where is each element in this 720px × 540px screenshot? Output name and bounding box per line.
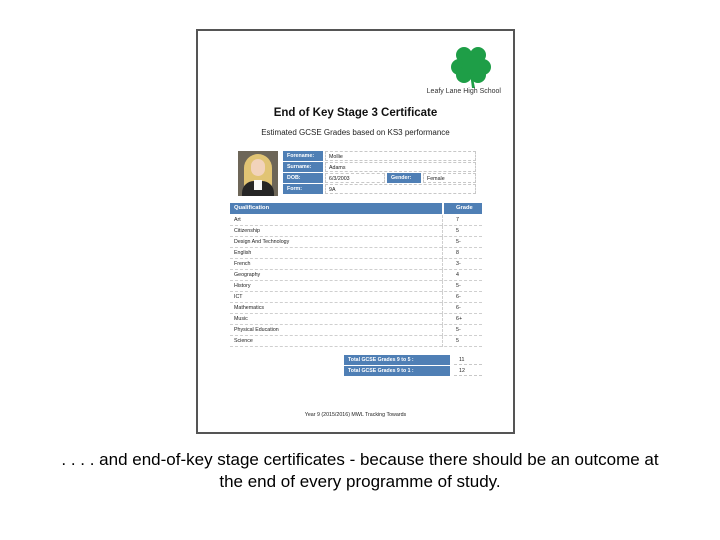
grades-table-header: [230, 203, 482, 214]
table-row: [230, 237, 482, 248]
subject-cell: Music: [234, 316, 248, 322]
grade-cell: 5-: [456, 239, 461, 245]
subject-cell: English: [234, 250, 252, 256]
total-value: 12: [454, 366, 482, 376]
subject-cell: ICT: [234, 294, 243, 300]
subject-cell: Mathematics: [234, 305, 265, 311]
subject-cell: Design And Technology: [234, 239, 290, 245]
grade-cell: 6+: [456, 316, 463, 322]
subject-cell: Art: [234, 217, 241, 223]
certificate-footer: Year 9 (2015/2016) MWL Tracking Towards: [304, 412, 407, 418]
total-label: Total GCSE Grades 9 to 5 :: [344, 355, 450, 365]
form-value: 9A: [325, 184, 476, 194]
grade-cell: 7: [456, 217, 459, 223]
table-row: [230, 314, 482, 325]
table-row: [230, 303, 482, 314]
forename-value: Mollie: [325, 151, 476, 161]
grade-cell: 6-: [456, 294, 461, 300]
grade-cell: 5-: [456, 327, 461, 333]
qualification-header: Qualification: [230, 203, 442, 214]
total-label: Total GCSE Grades 9 to 1 :: [344, 366, 450, 376]
certificate: [196, 29, 515, 434]
subject-cell: Geography: [234, 272, 261, 278]
subject-cell: French: [234, 261, 251, 267]
subject-cell: Physical Education: [234, 327, 279, 333]
table-row: [230, 259, 482, 270]
table-row: [230, 248, 482, 259]
certificate-subtitle: Estimated GCSE Grades based on KS3 performance: [261, 128, 450, 137]
school-name: Leafy Lane High School: [426, 88, 501, 95]
dob-label: DOB:: [283, 173, 323, 183]
grade-cell: 5-: [456, 283, 461, 289]
total-value: 11: [454, 355, 482, 365]
table-row: [230, 215, 482, 226]
total-row: [344, 366, 482, 376]
grade-cell: 4: [456, 272, 459, 278]
form-label: Form:: [283, 184, 323, 194]
grade-header: Grade: [444, 203, 482, 214]
subject-cell: Citizenship: [234, 228, 260, 234]
table-row: [230, 325, 482, 336]
table-row: [230, 292, 482, 303]
dob-value: 6/3/2003: [325, 173, 385, 183]
gender-label: Gender:: [387, 173, 421, 183]
clover-logo-icon: [448, 43, 494, 89]
table-row: [230, 281, 482, 292]
student-photo: [238, 151, 278, 196]
table-row: [230, 226, 482, 237]
subject-cell: History: [234, 283, 251, 289]
table-row: [230, 270, 482, 281]
subject-cell: Science: [234, 338, 253, 344]
grade-cell: 5: [456, 228, 459, 234]
surname-value: Adams: [325, 162, 476, 172]
total-row: [344, 355, 482, 365]
slide-caption: . . . . and end-of-key stage certificates - because there should be an outcome at the end of every programme of study.: [61, 450, 659, 491]
forename-label: Forename:: [283, 151, 323, 161]
grade-cell: 5: [456, 338, 459, 344]
surname-label: Surname:: [283, 162, 323, 172]
grade-cell: 8: [456, 250, 459, 256]
certificate-title: End of Key Stage 3 Certificate: [273, 107, 438, 119]
grade-cell: 6-: [456, 305, 461, 311]
grade-cell: 3-: [456, 261, 461, 267]
gender-value: Female: [423, 173, 476, 183]
table-row: [230, 336, 482, 347]
student-info-table: [283, 151, 476, 195]
